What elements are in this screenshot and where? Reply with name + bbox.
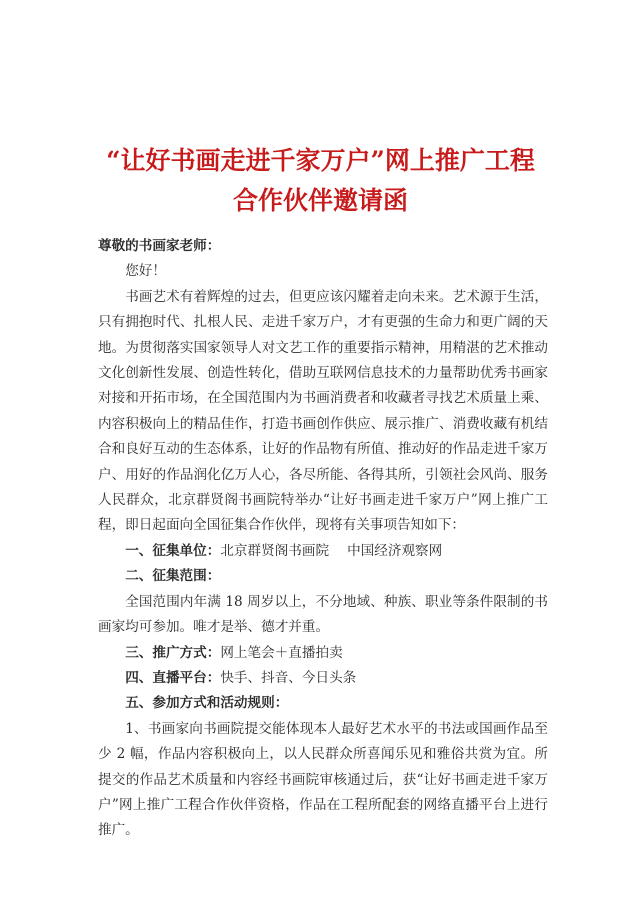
item-label: 四、直播平台： bbox=[125, 669, 221, 686]
document-title-line2: 合作伙伴邀请函 bbox=[232, 186, 408, 215]
intro-paragraph: 书画艺术有着辉煌的过去，但更应该闪耀着走向未来。艺术源于生活，只有拥抱时代、扎根人民、走进千家万户，才有更强的生命力和更广阔的天地。为贯彻落实国家领导人对文艺工作的重要指示精神，用精湛的艺术推动文化创新性发展、创造性转化，借助互联网信息技术的力量帮助优秀书画家对接和开拓市场，在全国范围内为书画消费者和收藏者寻找艺术质量上乘、内容积极向上的精品佳作，打造书画创作供应、展示推广、消费收藏有机结合和良好互动的生态体系，让好的作品物有所值、推动好的作品走进千家万户、用好的作品润化亿万人心，各尽所能、各得其所，引领社会风尚、服务人民群众，北京群贤阁书画院特举办“让好书画走进千家万户”网上推广工程，即日起面向全国征集合作伙伴，现将有关事项告知如下： bbox=[98, 288, 548, 534]
organizer-name: 北京群贤阁书画院 bbox=[220, 542, 330, 559]
item-live-platform bbox=[98, 666, 548, 691]
item-collection-unit bbox=[98, 539, 548, 564]
item-scope-label: 二、征集范围： bbox=[125, 568, 221, 585]
salutation: 尊敬的书画家老师： bbox=[98, 238, 221, 254]
greeting: 您好！ bbox=[125, 263, 166, 280]
item-value: 快手、抖音、今日头条 bbox=[220, 669, 357, 686]
item-label: 一、征集单位： bbox=[125, 542, 221, 559]
rule-paragraph-1: 1、书画家向书画院提交能体现本人最好艺术水平的书法或国画作品至少 2 幅，作品内容积极向上，以人民群众所喜闻乐见和雅俗共赏为宜。所提交的作品艺术质量和内容经书画院审核通过后，获“让好书画走进千家万户”网上推广工程合作伙伴资格，作品在工程所配套的网络直播平台上进行推广。 bbox=[98, 720, 548, 839]
letter-body bbox=[98, 234, 548, 844]
organizer-name: 中国经济观察网 bbox=[347, 542, 443, 559]
item-rules-label: 五、参加方式和活动规则： bbox=[125, 695, 289, 712]
document-title-line1: “让好书画走进千家万户”网上推广工程 bbox=[106, 146, 535, 175]
item-value: 网上笔会＋直播拍卖 bbox=[220, 644, 343, 661]
item-promotion-method bbox=[98, 641, 548, 666]
scope-paragraph: 全国范围内年满 18 周岁以上，不分地域、种族、职业等条件限制的书画家均可参加。唯才是举、德才并重。 bbox=[98, 593, 548, 636]
item-label: 三、推广方式： bbox=[125, 644, 221, 661]
